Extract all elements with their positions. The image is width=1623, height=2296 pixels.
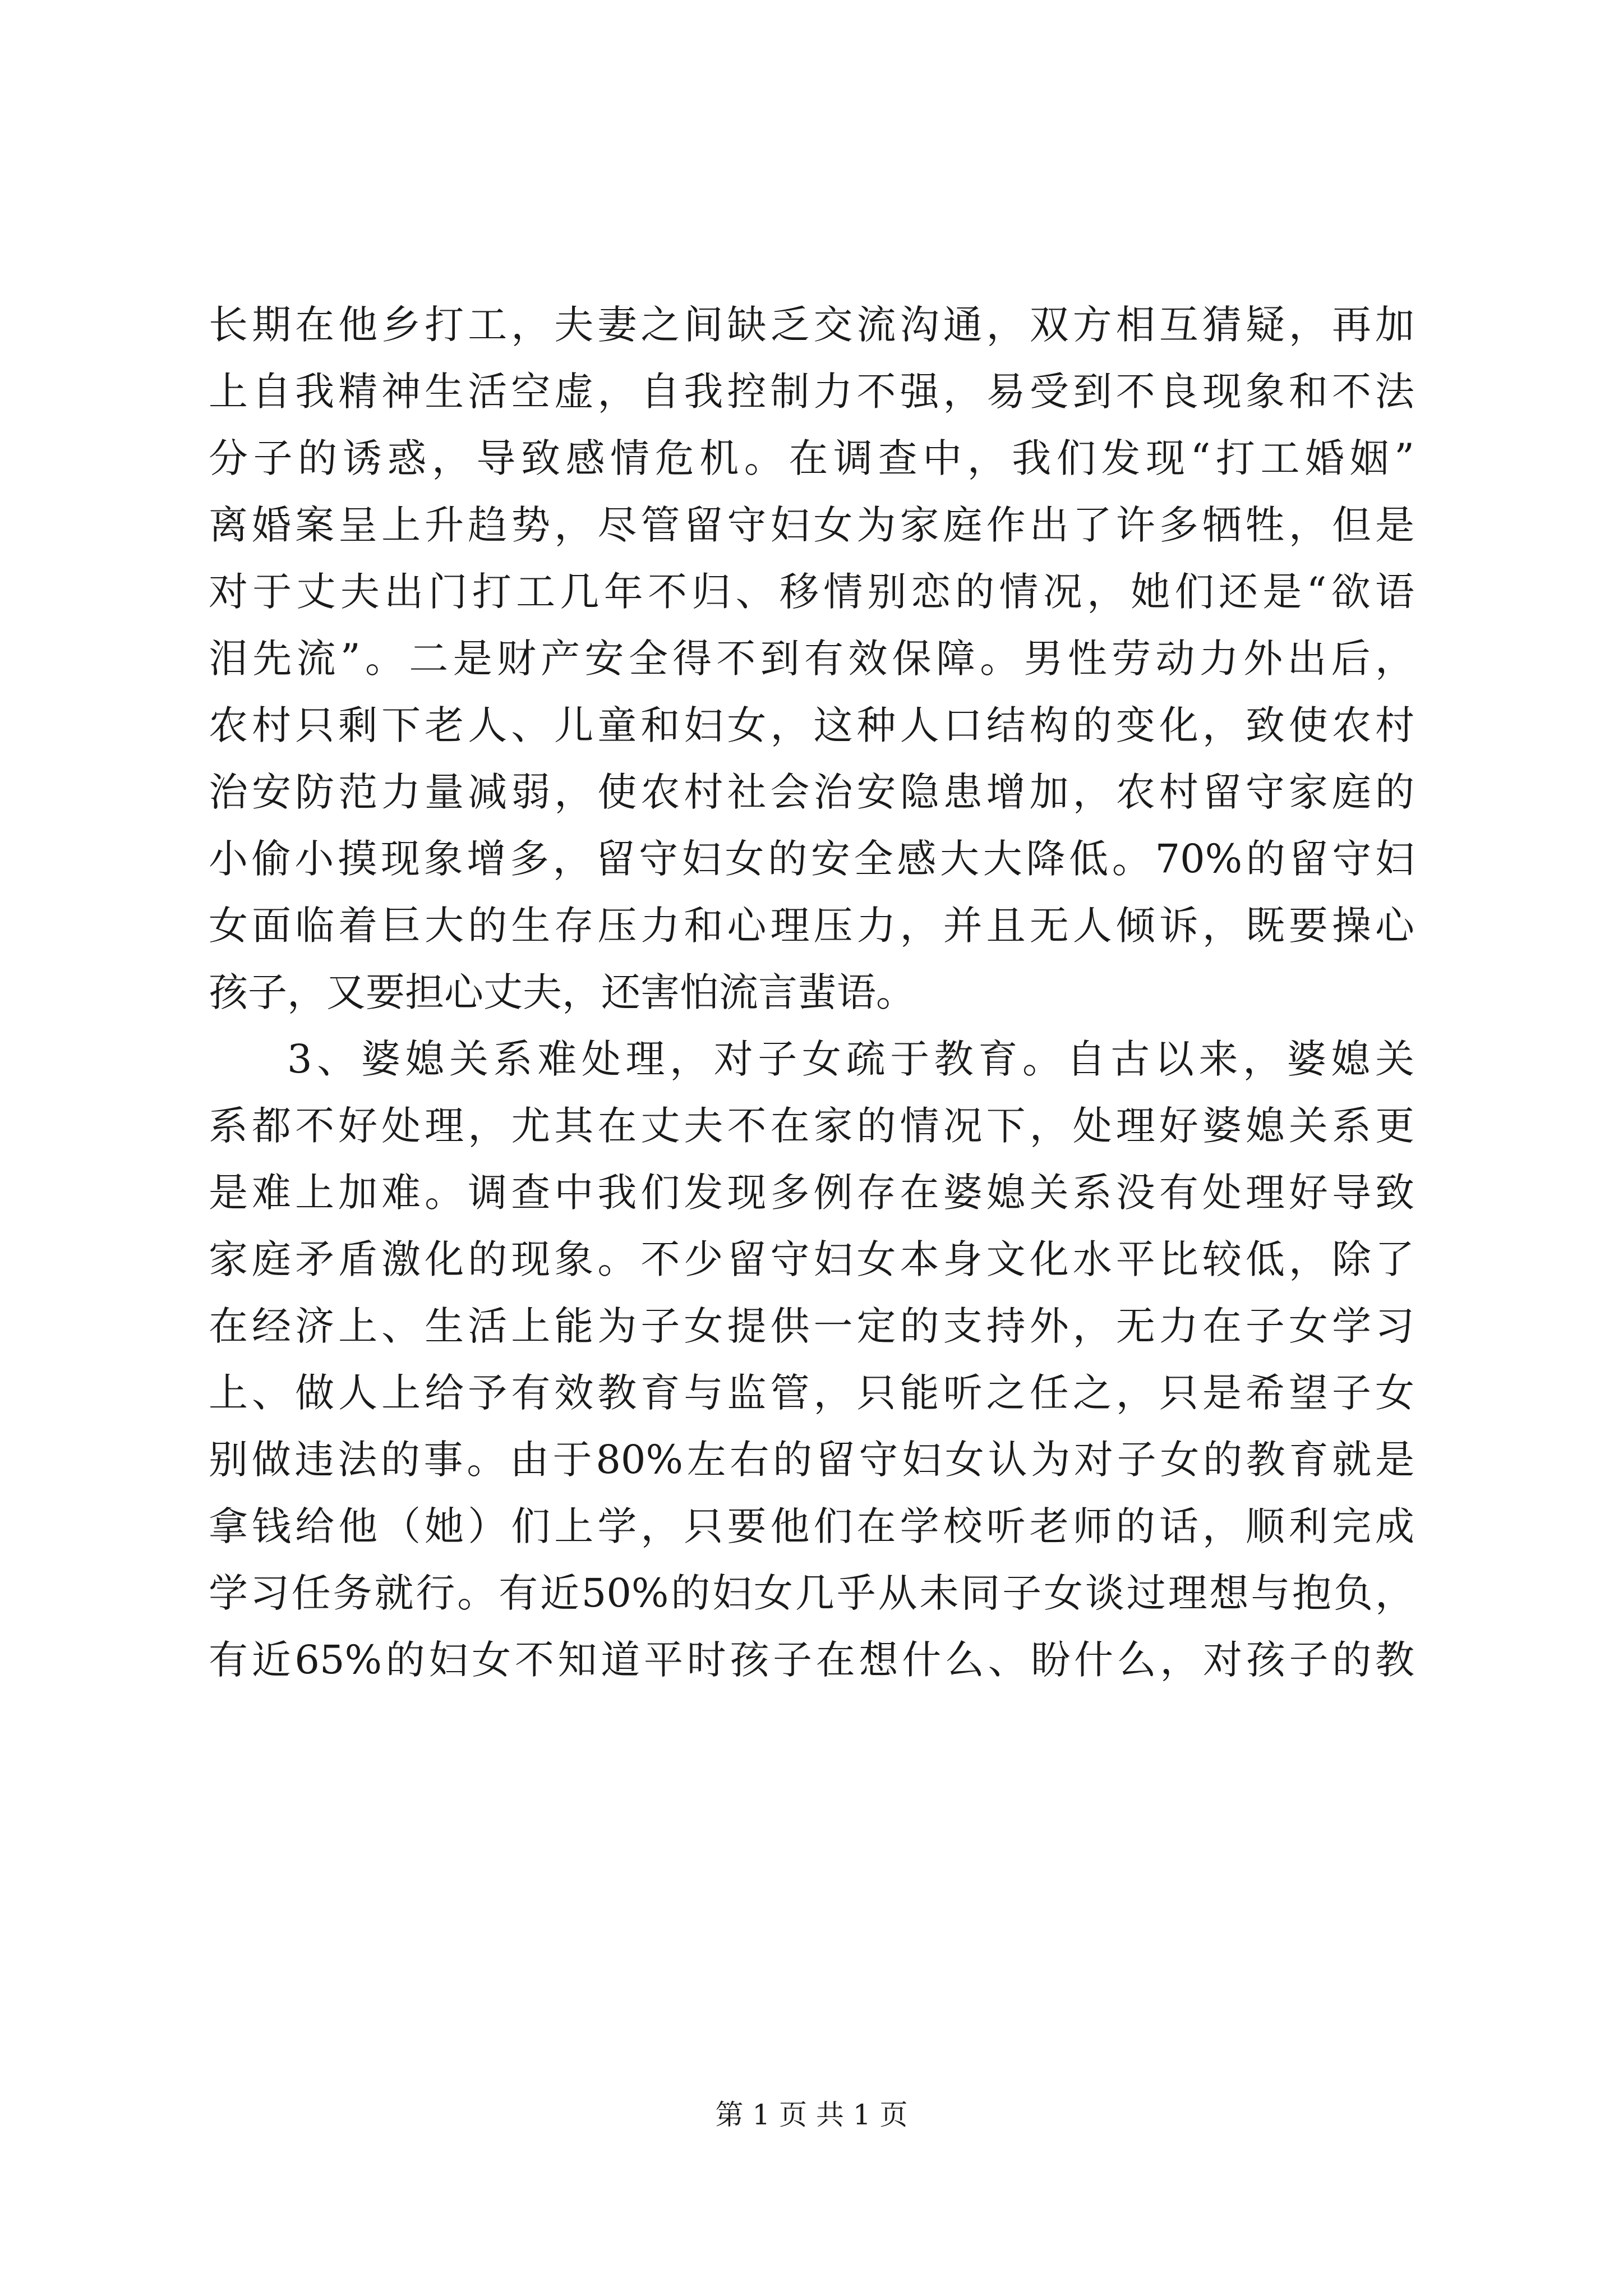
text-line: 治安防范力量减弱，使农村社会治安隐患增加，农村留守家庭的 [209, 769, 1414, 815]
text-line: 是难上加难。调查中我们发现多例存在婆媳关系没有处理好导致 [209, 1170, 1414, 1216]
text-line: 农村只剩下老人、儿童和妇女，这种人口结构的变化，致使农村 [209, 702, 1414, 748]
paragraph-start-line: 3、婆媳关系难处理，对子女疏于教育。自古以来，婆媳关 [287, 1036, 1414, 1082]
body-text [209, 292, 1414, 1694]
page-number: 第 1 页 共 1 页 [715, 2099, 908, 2131]
text-line: 泪先流”。二是财产安全得不到有效保障。男性劳动力外出后， [209, 636, 1414, 682]
text-line: 在经济上、生活上能为子女提供一定的支持外，无力在子女学习 [209, 1303, 1414, 1349]
text-line: 别做违法的事。由于80%左右的留守妇女认为对子女的教育就是 [209, 1437, 1414, 1483]
text-line: 学习任务就行。有近50%的妇女几乎从未同子女谈过理想与抱负， [209, 1570, 1414, 1616]
text-line: 离婚案呈上升趋势，尽管留守妇女为家庭作出了许多牺牲，但是 [209, 502, 1414, 548]
text-line: 分子的诱惑，导致感情危机。在调查中，我们发现“打工婚姻” [209, 435, 1414, 481]
text-line: 家庭矛盾激化的现象。不少留守妇女本身文化水平比较低，除了 [209, 1236, 1414, 1282]
text-line: 孩子，又要担心丈夫，还害怕流言蜚语。 [209, 969, 915, 1015]
text-line: 上自我精神生活空虚，自我控制力不强，易受到不良现象和不法 [209, 369, 1414, 415]
text-line: 系都不好处理，尤其在丈夫不在家的情况下，处理好婆媳关系更 [209, 1103, 1414, 1149]
text-line: 长期在他乡打工，夫妻之间缺乏交流沟通，双方相互猜疑，再加 [209, 302, 1414, 348]
page-footer [0, 2095, 1623, 2134]
text-line: 拿钱给他（她）们上学，只要他们在学校听老师的话，顺利完成 [209, 1503, 1414, 1549]
text-line: 对于丈夫出门打工几年不归、移情别恋的情况，她们还是“欲语 [209, 569, 1414, 615]
text-line: 小偷小摸现象增多，留守妇女的安全感大大降低。70%的留守妇 [209, 836, 1414, 882]
text-line: 女面临着巨大的生存压力和心理压力，并且无人倾诉，既要操心 [209, 903, 1414, 949]
text-line: 上、做人上给予有效教育与监管，只能听之任之，只是希望子女 [209, 1370, 1414, 1416]
text-line: 有近65%的妇女不知道平时孩子在想什么、盼什么，对孩子的教 [209, 1637, 1414, 1683]
